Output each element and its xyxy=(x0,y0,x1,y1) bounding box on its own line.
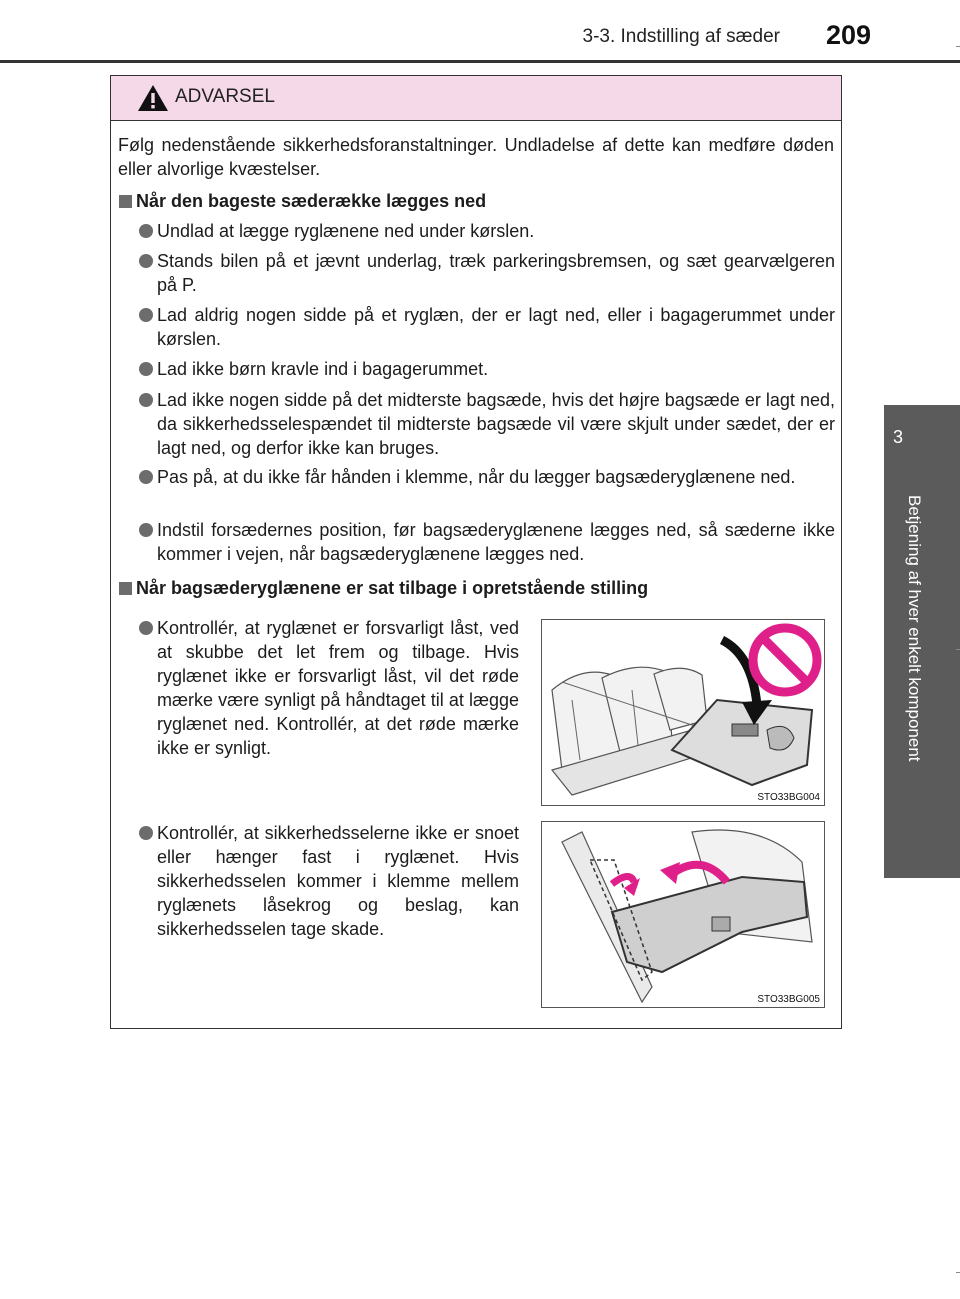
list-item: Undlad at lægge ryglænene ned under kørslen. xyxy=(157,221,535,241)
list-item: Kontrollér, at ryglænet er forsvarligt låst, ved at skubbe det let frem og tilbage. Hvis ryglænet ikke er forsvarligt låst, vil det røde mærke være synligt på håndtaget til at lægge ryglænet ned. Kontrollér, at det røde mærke ikke er synligt. xyxy=(157,618,519,758)
figure-code: STO33BG004 xyxy=(757,792,820,803)
seat-lock-illustration xyxy=(542,620,824,805)
section-heading: Når den bageste sæderække lægges ned xyxy=(136,191,487,211)
warning-header xyxy=(111,76,841,121)
warning-intro: Følg nedenstående sikkerhedsforanstaltninger. Undladelse af dette kan medføre døden eller alvorlige kvæstelser. xyxy=(118,135,834,179)
bullet-dot xyxy=(139,826,153,840)
list-item: Kontrollér, at sikkerhedsselerne ikke er snoet eller hænger fast i ryglænet. Hvis sikkerhedsselen kommer i klemme mellem ryglænets låsekrog og beslag, kan sikkerhedsselen tage skade. xyxy=(157,823,519,939)
bullet-dot xyxy=(139,254,153,268)
list-item: Pas på, at du ikke får hånden i klemme, når du lægger bagsæderyglænene ned. xyxy=(157,467,796,487)
margin-tick xyxy=(956,1272,960,1273)
list-item: Stands bilen på et jævnt underlag, træk parkeringsbremsen, og sæt gearvælgeren på P. xyxy=(157,251,835,295)
list-item: Lad ikke nogen sidde på det midterste bagsæde, hvis det højre bagsæde er lagt ned, da sikkerhedsselespændet til midterste bagsæde vil være skjult under sædet, der er lagt ned, og derfor ikke kan bruges. xyxy=(157,390,835,458)
figure-seatbelt xyxy=(541,821,825,1008)
section-title: 3-3. Indstilling af sæder xyxy=(582,26,780,47)
section-marker xyxy=(119,195,132,208)
chapter-title: Betjening af hver enkelt komponent xyxy=(905,495,924,762)
figure-seat-lock xyxy=(541,619,825,806)
header-rule xyxy=(0,60,960,63)
warning-triangle-icon xyxy=(137,84,169,112)
bullet-dot xyxy=(139,470,153,484)
bullet-dot xyxy=(139,393,153,407)
list-item: Lad aldrig nogen sidde på et ryglæn, der er lagt ned, eller i bagagerummet under kørslen. xyxy=(157,305,835,349)
chapter-number: 3 xyxy=(892,427,903,447)
warning-label: ADVARSEL xyxy=(175,86,275,107)
list-item: Indstil forsædernes position, før bagsæderyglænene lægges ned, så sæderne ikke kommer i vejen, når bagsæderyglænene lægges ned. xyxy=(157,520,835,564)
bullet-dot xyxy=(139,621,153,635)
bullet-dot xyxy=(139,523,153,537)
page-number: 209 xyxy=(826,20,872,50)
margin-tick xyxy=(956,46,960,47)
bullet-dot xyxy=(139,308,153,322)
section-heading: Når bagsæderyglænene er sat tilbage i opretstående stilling xyxy=(136,578,649,598)
figure-code: STO33BG005 xyxy=(757,994,820,1005)
section-marker xyxy=(119,582,132,595)
margin-tick xyxy=(956,649,960,650)
bullet-dot xyxy=(139,362,153,376)
seatbelt-illustration xyxy=(542,822,824,1007)
bullet-dot xyxy=(139,224,153,238)
chapter-tab xyxy=(884,405,960,878)
list-item: Lad ikke børn kravle ind i bagagerummet. xyxy=(157,359,489,379)
warning-box xyxy=(110,75,842,1029)
